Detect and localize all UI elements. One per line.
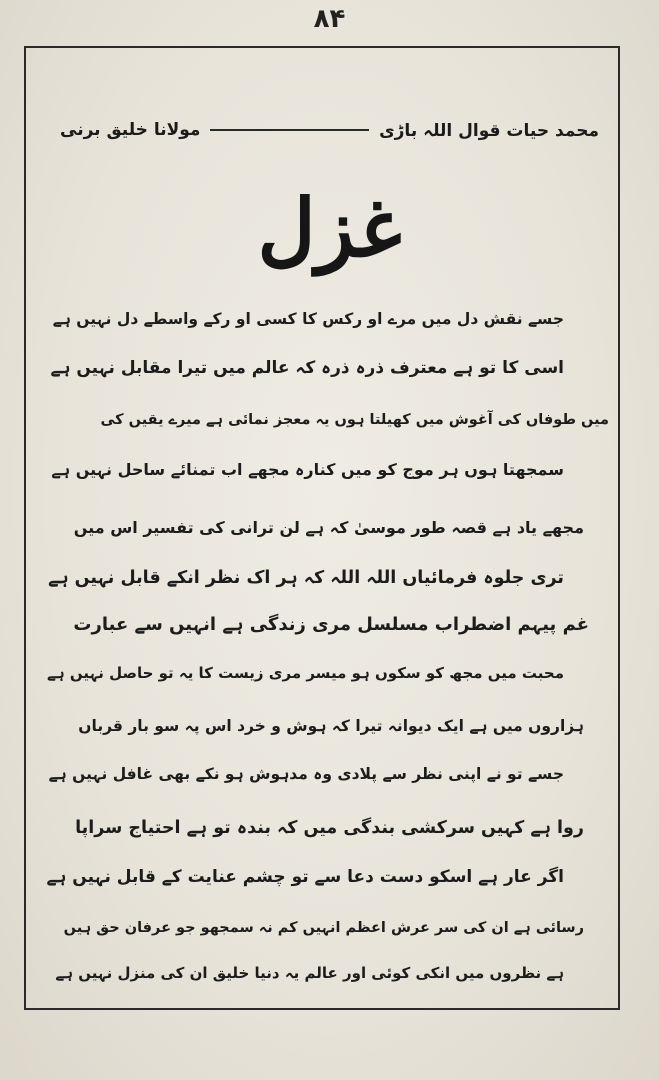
verse-line: تری جلوہ فرمائیاں اللہ اللہ کہ ہر اک نظر انکے قابل نہیں ہے: [48, 568, 564, 588]
page-number: ۸۴: [313, 4, 346, 34]
verse-line: سمجھتا ہوں ہر موج کو میں کنارہ مجھے اب تمنائے ساحل نہیں ہے: [51, 460, 564, 479]
header-poet: مولانا خلیق برنی: [60, 120, 201, 140]
verse-line: رسائی ہے ان کی سر عرش اعظم انہیں کم نہ سمجھو جو عرفان حق ہیں: [63, 920, 584, 936]
verse-line: جسے نقش دل میں مرے او رکس کا کسی او رکے واسطے دل نہیں ہے: [52, 310, 564, 328]
verse-line: مجھے یاد ہے قصہ طور موسیٰ کہ ہے لن ترانی کی تفسیر اس میں: [73, 518, 584, 537]
verse-line: روا ہے کہیں سرکشی بندگی میں کہ بندہ تو ہے احتیاج سراپا: [75, 818, 584, 838]
verse-line: ہزاروں میں ہے ایک دیوانہ تیرا کہ ہوش و خرد اس پہ سو بار قرباں: [78, 717, 584, 735]
verse-line: جسے تو نے اپنی نظر سے پلادی وہ مدہوش ہو نکے بھی غافل نہیں ہے: [48, 765, 564, 783]
verse-line: غم پیہم اضطراب مسلسل مری زندگی ہے انہیں سے عبارت: [73, 614, 589, 635]
header-dash-rule: [210, 129, 369, 131]
verse-line: ہے نظروں میں انکی کوئی اور عالم یہ دنیا خلیق ان کی منزل نہیں ہے: [55, 964, 564, 982]
verse-line: اسی کا تو ہے معترف ذرہ ذرہ کہ عالم میں تیرا مقابل نہیں ہے: [50, 358, 564, 378]
verse-line: میں طوفاں کی آغوش میں کھیلتا ہوں یہ معجز نمائی ہے میرے یقیں کی: [100, 412, 609, 428]
verse-line: محبت میں مجھ کو سکوں ہو میسر مری زیست کا یہ تو حاصل نہیں ہے: [47, 664, 564, 682]
page-header: [60, 115, 599, 145]
page-title: غزل: [257, 181, 402, 275]
verse-line: اگر عار ہے اسکو دست دعا سے تو چشم عنایت کے قابل نہیں ہے: [46, 867, 564, 887]
header-performer: محمد حیات قوال اللہ باڑی: [379, 120, 599, 141]
